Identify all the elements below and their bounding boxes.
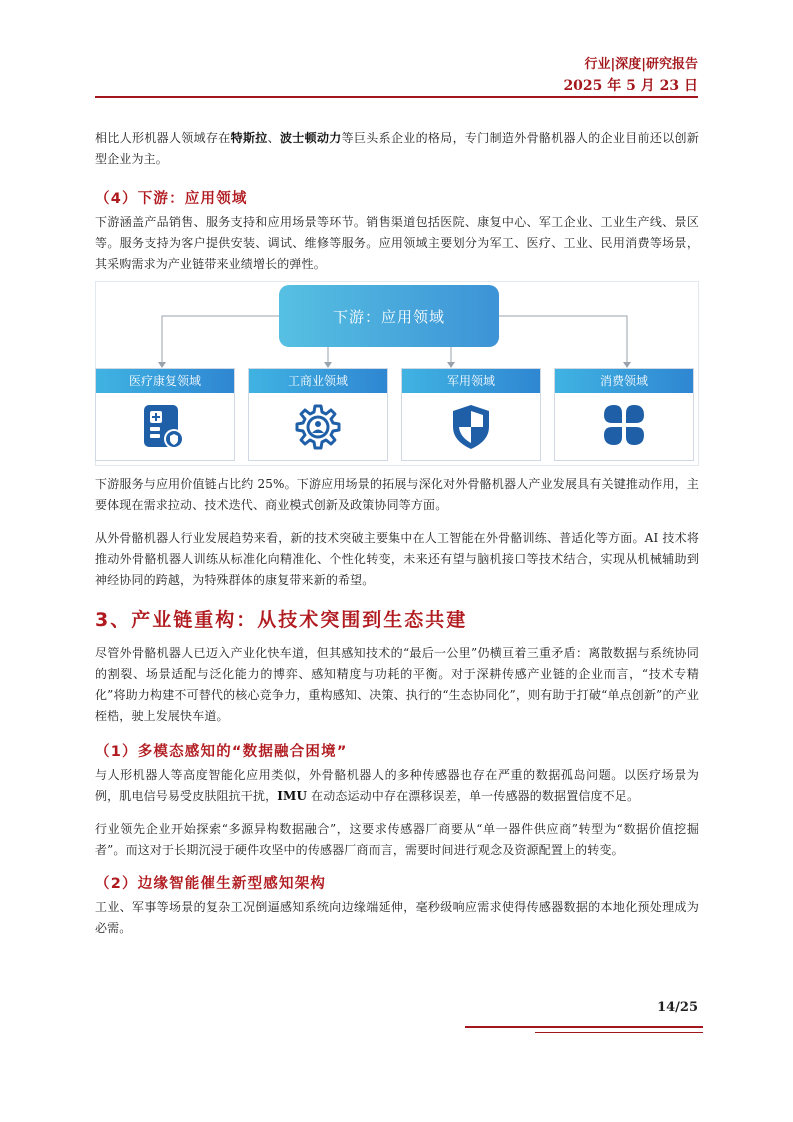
- footer-divider: [465, 1026, 703, 1028]
- report-category: 行业|深度|研究报告: [584, 57, 698, 72]
- intro-paragraph: [95, 128, 699, 170]
- intro-bold-boston: 波士顿动力: [279, 131, 342, 145]
- report-date: 2025 年 5 月 23 日: [563, 78, 698, 94]
- heading-data-fusion: （1）多模态感知的“数据融合困境”: [95, 744, 348, 760]
- heading-section-3: 3、产业链重构：从技术突围到生态共建: [95, 609, 468, 631]
- header-divider: [95, 96, 698, 98]
- node-consumer-label: 消费领域: [555, 369, 693, 393]
- section3-paragraph: 尽管外骨骼机器人已迈入产业化快车道，但其感知技术的“最后一公里”仍横亘着三重矛盾：离散数据与系统协同的割裂、场景适配与泛化能力的博弈、感知精度与功耗的平衡。对于深耕传感产业链的企业而言，“技术专精化”将助力构建不可替代的核心竞争力，重构感知、决策、执行的“生态协同化”，则有助于打破“单点创新”的产业桎梏，驶上发展快车道。: [95, 646, 699, 723]
- heading-downstream: （4）下游：应用领域: [95, 191, 248, 207]
- intro-text-c: 等巨头系企业的格局，专门制造外骨骼机器人的企业目前还以创新型企业为主。: [95, 131, 699, 166]
- fusion-text-c: 在动态运动中存在漂移误差，单一传感器的数据置信度不足。: [307, 789, 640, 803]
- page-content: [95, 128, 699, 939]
- shield-icon: [402, 403, 540, 455]
- intro-text-a: 相比人形机器人领域存在: [95, 131, 231, 145]
- connector-medical: [162, 316, 279, 362]
- value-share-paragraph: 下游服务与应用价值链占比约 25%。下游应用场景的拓展与深化对外骨骼机器人产业发展具有关键推动作用，主要体现在需求拉动、技术迭代、商业模式创新及政策协同等方面。: [95, 477, 699, 512]
- edge-paragraph: 工业、军事等场景的复杂工况倒逼感知系统向边缘端延伸，毫秒级响应需求使得传感器数据的本地化预处理成为必需。: [95, 900, 699, 935]
- gear-icon: [249, 403, 387, 455]
- report-header: [563, 56, 698, 96]
- fusion-bold-imu: IMU: [277, 789, 308, 803]
- intro-bold-tesla: 特斯拉: [230, 131, 268, 145]
- connector-consumer: [499, 316, 627, 362]
- fusion-text-a: 与人形机器人等高度智能化应用类似，外骨骼机器人的多种传感器也存在严重的数据孤岛问题。以医疗场景为例，肌电信号易受皮肤阻抗干扰，: [95, 768, 699, 803]
- node-industry: [248, 368, 388, 461]
- heading-edge-intelligence: （2）边缘智能催生新型感知架构: [95, 876, 327, 892]
- downstream-diagram: [95, 281, 699, 466]
- footer-divider-thin: [535, 1032, 703, 1033]
- node-consumer: [554, 368, 694, 461]
- medical-icon: [96, 403, 234, 455]
- diagram-root-node: 下游：应用领域: [279, 285, 499, 347]
- node-industry-label: 工商业领域: [249, 369, 387, 393]
- clover-icon: [555, 403, 693, 451]
- downstream-paragraph: 下游涵盖产品销售、服务支持和应用场景等环节。销售渠道包括医院、康复中心、军工企业、工业生产线、景区等。服务支持为客户提供安装、调试、维修等服务。应用领域主要划分为军工、医疗、工业、民用消费等场景，其采购需求为产业链带来业绩增长的弹性。: [95, 215, 699, 271]
- node-military: [401, 368, 541, 461]
- node-medical-label: 医疗康复领域: [96, 369, 234, 393]
- page-number: 14/25: [657, 1000, 698, 1015]
- intro-separator: 、: [267, 131, 280, 145]
- trend-paragraph: 从外骨骼机器人行业发展趋势来看，新的技术突破主要集中在人工智能在外骨骼训练、普适化等方面。AI 技术将推动外骨骼机器人训练从标准化向精准化、个性化转变，未来还有望与脑机接口等技术结合，实现从机械辅助到神经协同的跨越，为特殊群体的康复带来新的希望。: [95, 531, 699, 587]
- data-fusion-paragraph-1: [95, 765, 699, 807]
- node-medical: [95, 368, 235, 461]
- node-military-label: 军用领域: [402, 369, 540, 393]
- data-fusion-paragraph-2: 行业领先企业开始探索“多源异构数据融合”，这要求传感器厂商要从“单一器件供应商”转型为“数据价值挖掘者”。而这对于长期沉浸于硬件攻坚中的传感器厂商而言，需要时间进行观念及资源配置上的转变。: [95, 822, 699, 857]
